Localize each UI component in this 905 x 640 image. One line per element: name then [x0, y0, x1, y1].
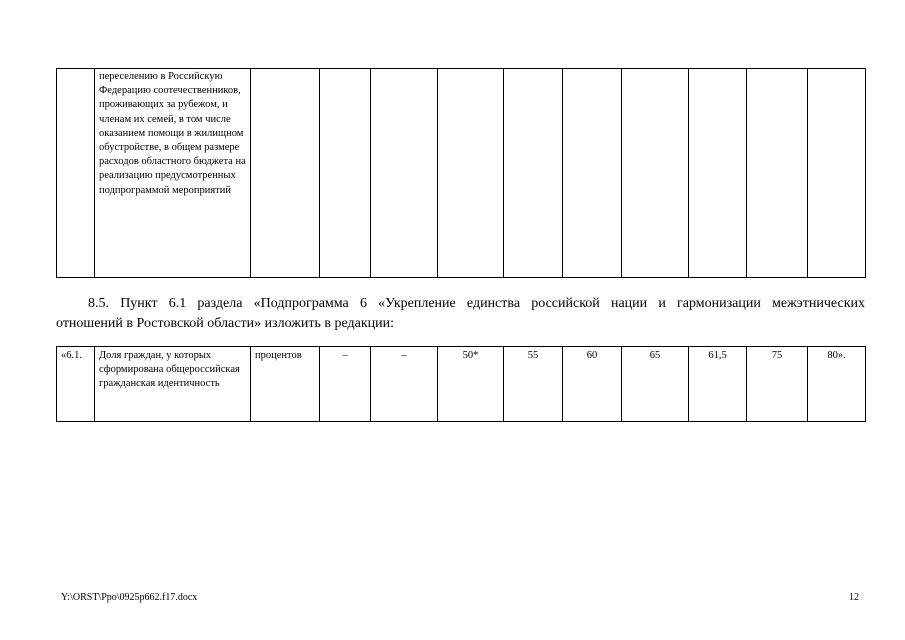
value-cell	[438, 69, 504, 278]
row-index-cell: «6.1.	[57, 347, 95, 422]
footer-file-path: Y:\ORST\Ppo\0925p662.f17.docx	[61, 592, 198, 603]
table-row	[57, 347, 866, 422]
value-cell	[622, 69, 689, 278]
subprogram-indicator-table-amended	[56, 346, 866, 422]
value-cell: 55	[504, 347, 563, 422]
value-cell	[371, 69, 438, 278]
row-index-cell	[57, 69, 95, 278]
value-cell	[689, 69, 747, 278]
amendment-paragraph-line-1: 8.5. Пункт 6.1 раздела «Подпрограмма 6 «Укрепление единства российской нации и гармонизации межэтнических	[88, 296, 865, 311]
value-cell: 60	[563, 347, 622, 422]
value-cell	[320, 69, 371, 278]
value-cell	[808, 69, 866, 278]
amendment-paragraph	[56, 294, 865, 334]
value-cell	[504, 69, 563, 278]
value-cell	[563, 69, 622, 278]
unit-cell	[251, 69, 320, 278]
table-row	[57, 69, 866, 278]
value-cell: 50*	[438, 347, 504, 422]
value-cell: 80».	[808, 347, 866, 422]
indicator-description-cell: Доля граждан, у которых сформирована общероссийская гражданская идентичность	[95, 347, 251, 422]
value-cell: –	[371, 347, 438, 422]
indicator-description-cell: переселению в Российскую Федерацию соотечественников, проживающих за рубежом, и членам их семей, в том числе оказанием помощи в жилищном обустройстве, в общем размере расходов областного бюджета на реализацию предусмотренных подпрограммой мероприятий	[95, 69, 251, 278]
subprogram-indicator-table-continued	[56, 68, 866, 278]
value-cell: 65	[622, 347, 689, 422]
value-cell: 61,5	[689, 347, 747, 422]
value-cell: 75	[747, 347, 808, 422]
amendment-paragraph-line-2: отношений в Ростовской области» изложить в редакции:	[56, 316, 395, 331]
unit-cell: процентов	[251, 347, 320, 422]
page-number: 12	[849, 592, 859, 603]
value-cell	[747, 69, 808, 278]
value-cell: –	[320, 347, 371, 422]
